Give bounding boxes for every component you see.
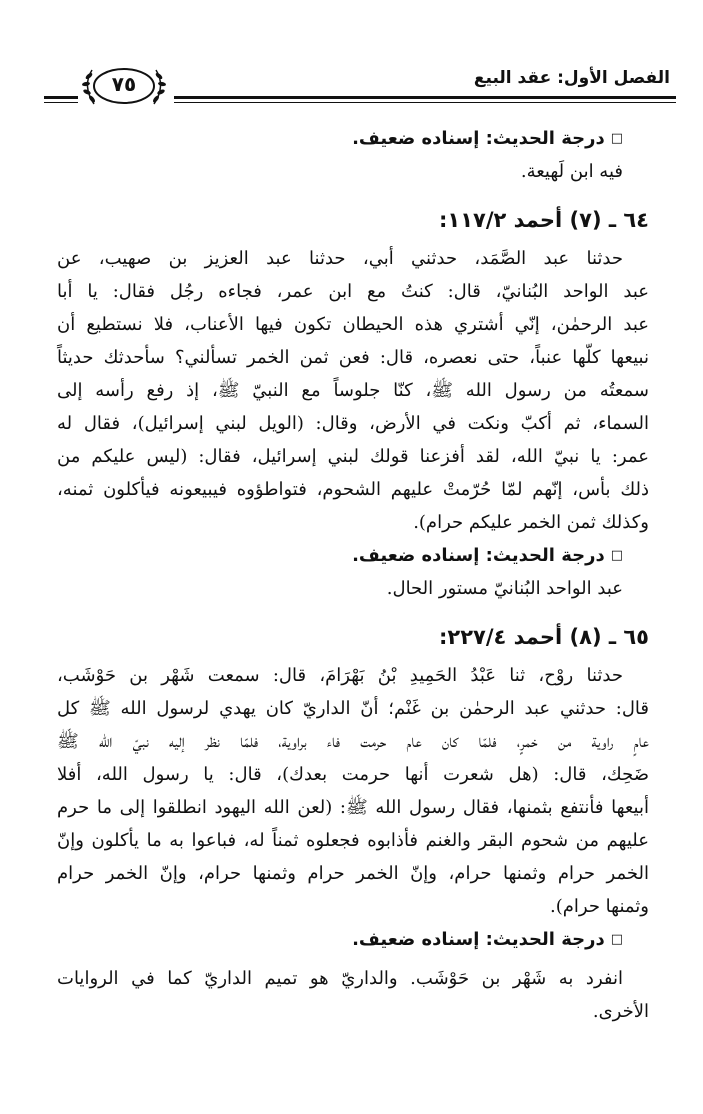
text-line: عبد الواحد البُنانيّ، قال: كنتُ مع ابن عمر، فجاءه رجُل فقال: يا أبا: [57, 281, 649, 302]
text-line: قال: حدثني عبد الرحمٰن بن غَنْم؛ أنّ الداريّ كان يهدي لرسول الله ﷺ كل: [57, 698, 649, 719]
note-line: فيه ابن لَهيعة.: [520, 161, 623, 182]
text-line: حدثنا عبد الصَّمَد، حدثني أبي، حدثنا عبد العزيز بن صهيب، عن: [57, 248, 623, 269]
text-line: عامٍ راوية من خمرٍ، فلمّا كان عام حرمت فاء براوية، فلمّا نظر إليه نبيّ الله ﷺ: [57, 731, 649, 752]
text-line: ضَحِك، قال: (هل شعرت أنها حرمت بعدك)، قال: يا رسول الله، أفلا: [57, 764, 649, 785]
header-rule: [44, 96, 78, 99]
header-rule: [174, 102, 676, 103]
note-line: عبد الواحد البُنانيّ مستور الحال.: [386, 578, 623, 599]
text-line: سمعتُه من رسول الله ﷺ، كنّا جلوساً مع النبيّ ﷺ، إذ رفع رأسه إلى: [57, 380, 649, 401]
text-line: الأخرى.: [592, 1001, 649, 1022]
square-bullet-icon: □: [610, 548, 623, 563]
hadith-grade-line: [57, 539, 649, 572]
page-body: [57, 122, 649, 1028]
hadith-grade: درجة الحديث: إسناده ضعيف.: [352, 545, 605, 566]
hadith-grade: درجة الحديث: إسناده ضعيف.: [352, 128, 605, 149]
text-line: نبيعها كلّها عنباً، حتى نعصره، قال: فعن ثمن الخمر تسألني؟ سأحدثك حديثاً: [57, 347, 649, 368]
hadith-grade-line: [57, 923, 649, 956]
text-line: عمر: يا نبيّ الله، لقد أفزعنا قولك لبني إسرائيل، فقال: (ليس عليكم من: [57, 446, 649, 467]
hadith-grade-line: [57, 122, 649, 155]
header-rule: [174, 96, 676, 99]
text-line: السماء، ثم أكبّ ونكت في الأرض، وقال: (الويل لبني إسرائيل)، فقال له: [57, 413, 649, 434]
page-number-ornament: [80, 64, 168, 108]
text-line: الخمر حرام وثمنها حرام، وإنّ الخمر حرام وثمنها حرام، وإنّ الخمر حرام: [57, 863, 649, 884]
hadith-grade: درجة الحديث: إسناده ضعيف.: [352, 929, 605, 950]
text-line: عبد الرحمٰن، إنّي أشتري هذه الحيطان تكون فيها الأعناب، فلا نستطيع أن: [57, 314, 649, 335]
text-line: حدثنا روْح، ثنا عَبْدُ الحَمِيدِ بْنُ بَهْرَامَ، قال: سمعت شَهْر بن حَوْشَب،: [57, 665, 623, 686]
text-line: ذلك بأس، إنّهم لمّا حُرّمتْ عليهم الشحوم، فتواطؤوه فيبيعونه فيأكلون ثمنه،: [57, 479, 649, 500]
chapter-title: الفصل الأول: عقد البيع: [473, 68, 670, 88]
page-header: [44, 62, 676, 110]
text-line: أبيعها فأنتفع بثمنها، فقال رسول الله ﷺ: (لعن الله اليهود انطلقوا إلى ما حرم: [57, 797, 649, 818]
text-line: وكذلك ثمن الخمر عليكم حرام).: [413, 512, 649, 533]
square-bullet-icon: □: [610, 932, 623, 947]
text-line: عليهم من شحوم البقر والغنم فأذابوه فجعلوه ثمناً له، فباعوا به ما يأكلون وإنّ: [57, 830, 649, 851]
square-bullet-icon: □: [610, 131, 623, 146]
text-line: وثمنها حرام).: [550, 896, 649, 917]
page-number: ٧٥: [111, 72, 137, 96]
header-rule: [44, 102, 78, 103]
hadith-heading-64: ٦٤ ـ (٧) أحمد ١١٧/٢:: [439, 208, 649, 232]
text-line: انفرد به شَهْر بن حَوْشَب. والداريّ هو تميم الداريّ كما في الروايات: [57, 968, 623, 989]
hadith-heading-65: ٦٥ ـ (٨) أحمد ٢٢٧/٤:: [439, 625, 649, 649]
